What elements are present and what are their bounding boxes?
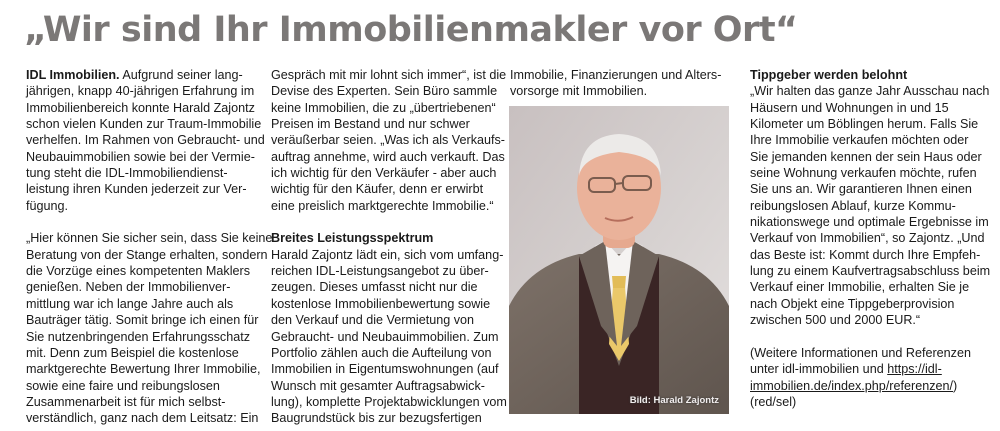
paragraph-gap	[26, 214, 266, 230]
intro-lead-bold: IDL Immobilien.	[26, 68, 120, 82]
portrait-photo	[509, 106, 729, 414]
referrals-paragraph: Tippgeber werden belohnt „Wir halten das ganze Jahr Ausschau nach Häusern und Wohnungen in und 15 Kilometer um Böblingen herum. Falls Sie Ihre Immobilie verkaufen möchten oder Sie jemanden kennen der sein Haus oder seine Wohnung verkaufen möchte, rufen Sie uns an. Wir garantieren Ihnen einen reibungslosen Ablauf, kurze Kommu- nikationswege und optimale Ergebnisse im Verkauf von Immobilien“, so Zajontz. „Und das Beste ist: Kommt durch Ihre Empfeh- lung zu einem Kaufvertragsabschluss beim Verkauf einer Immobilie, erhalten Sie je nach Objekt eine Tippgeberprovision zwischen 500 und 2000 EUR.“	[750, 67, 1000, 329]
subheading-referrals: Tippgeber werden belohnt	[750, 68, 908, 82]
article-column-4	[750, 67, 1000, 410]
quote-continuation-paragraph: Gespräch mit mir lohnt sich immer“, ist die Devise des Experten. Sein Büro sammle keine Immobilien, die zu „übertriebenen“ Preisen im Bestand und nur schwer veräußerbar seien. „Was ich als Verkaufs- auftrag annehme, wird auch verkauft. Das ich wichtig für den Verkäufer - aber auch wichtig für den Käufer, denn er erwirbt eine preislich marktgerechte Immobilie.“	[271, 68, 507, 213]
article-column-2	[271, 67, 507, 427]
article-column-3	[510, 67, 735, 100]
services-paragraph: Breites Leistungsspektrum Harald Zajontz lädt ein, sich vom umfang- reichen IDL-Leistungsangebot zu über- zeugen. Dieses umfasst nicht nur die kostenlose Immobilienbewertung sowie den Verkauf und die Vermietung von Gebraucht- und Neubauimmobilien. Zum Portfolio zählen auch die Aufteilung von Immobilien in Eigentumswohnungen (auf Wunsch mit gesamter Auftragsabwick- lung), komplette Projektabwicklungen vom Baugrundstück bis zur bezugsfertigen	[271, 231, 507, 426]
services-continuation-paragraph: Immobilie, Finanzierungen und Alters- vorsorge mit Immobilien.	[510, 68, 722, 99]
quote-paragraph: „Hier können Sie sicher sein, dass Sie keine Beratung von der Stange erhalten, sondern die Vorzüge eines kompetenten Maklers genießen. Neben der Immobilienver- mittlung war ich lange Jahre auch als Bauträger tätig. Somit bringe ich einen für Sie nutzenbringenden Erfahrungsschatz mit. Denn zum Beispiel die kostenlose marktgerechte Bewertung Ihrer Immobilie, sowie eine faire und reibungslosen Zusammenarbeit ist für mich selbst- verständlich, ganz nach dem Leitsatz: Ein	[26, 231, 273, 426]
article-column-1	[26, 67, 273, 427]
portrait-illustration	[509, 106, 729, 414]
more-info-paragraph: (Weitere Informationen und Referenzen unter idl-immobilien und https://idl- immobilien.de/index.php/referenzen/) (red/sel)	[750, 345, 1000, 410]
references-link[interactable]: https://idl-	[887, 362, 942, 377]
photo-credit: Bild: Harald Zajontz	[629, 395, 719, 406]
article-headline: „Wir sind Ihr Immobilienmakler vor Ort“	[24, 10, 798, 50]
paragraph-gap	[750, 329, 1000, 345]
references-link-continued[interactable]: immobilien.de/index.php/referenzen/	[750, 378, 954, 393]
subheading-services: Breites Leistungsspektrum	[271, 231, 434, 246]
paragraph-gap	[271, 214, 507, 230]
intro-paragraph: IDL Immobilien. Aufgrund seiner lang- jährigen, knapp 40-jährigen Erfahrung im Immobilienbereich konnte Harald Zajontz schon vielen Kunden zur Traum-Immobilie verhelfen. Im Rahmen von Gebraucht- und Neubauimmobilien sowie bei der Vermie- tung steht die IDL-Immobiliendienst- leistung ihren Kunden jederzeit zur Ver- fügung.	[26, 68, 265, 213]
author-signature: (red/sel)	[750, 394, 797, 409]
